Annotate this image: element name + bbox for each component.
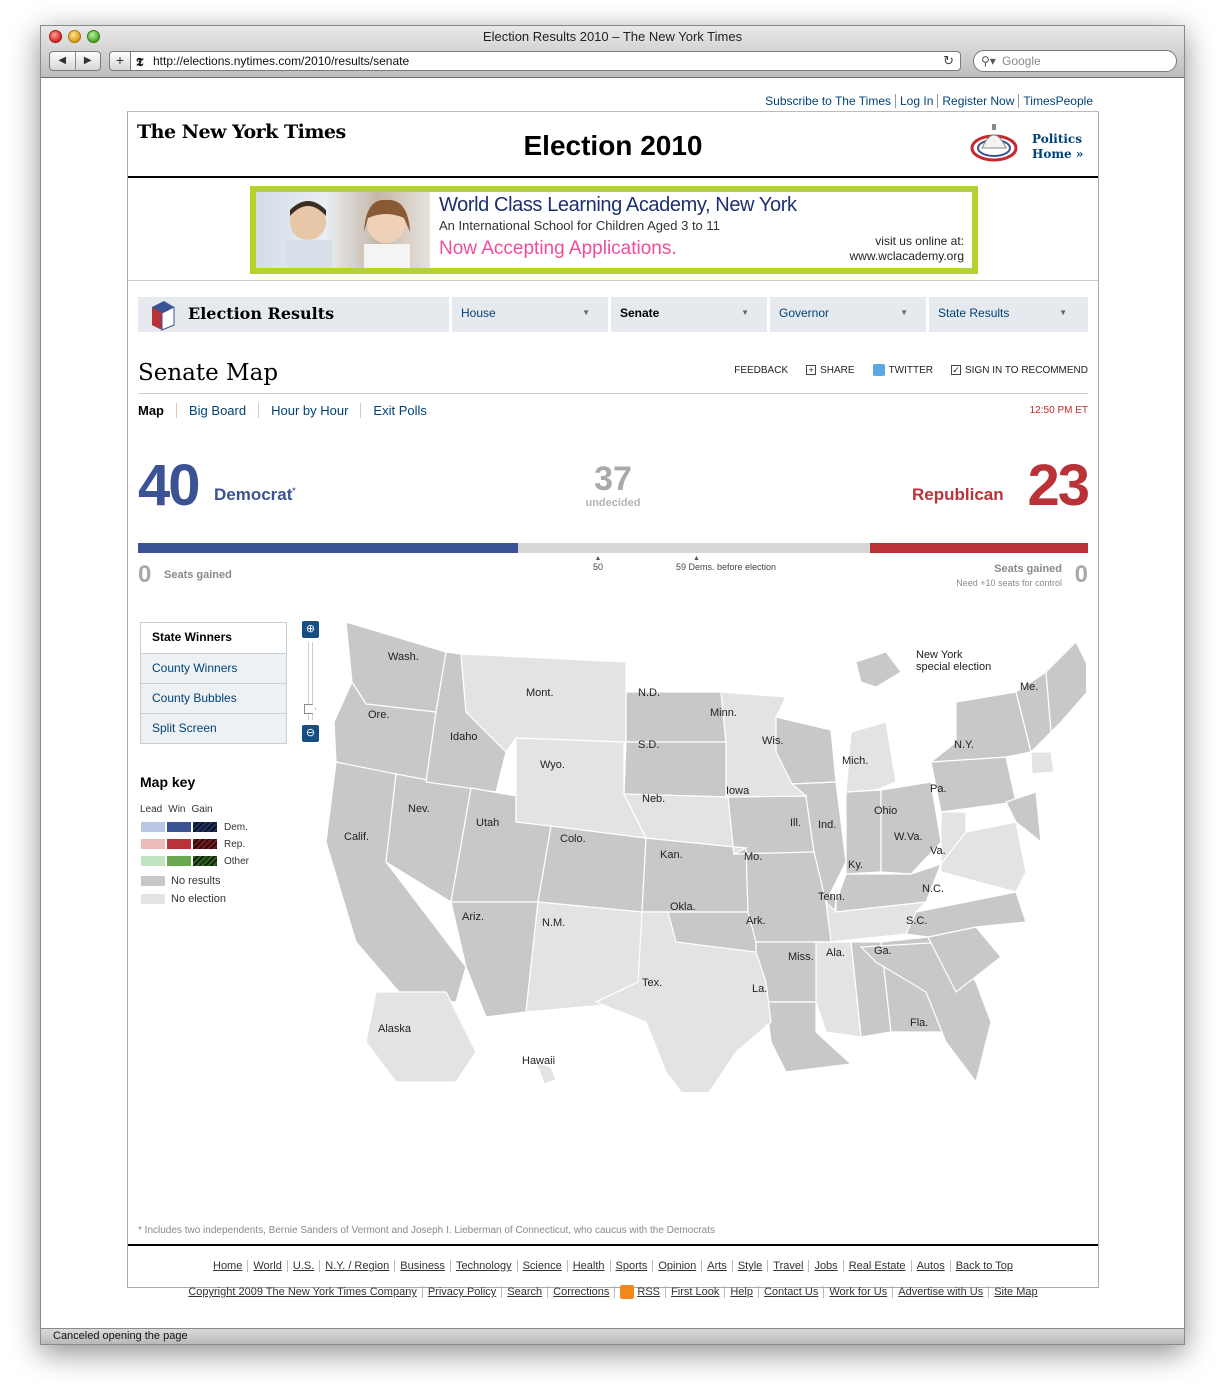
dem-key-label: Dem. [224,821,248,833]
view-county-winners[interactable]: County Winners [141,653,286,683]
rep-key-label: Rep. [224,838,246,850]
view-state-winners[interactable]: State Winners [141,623,286,653]
map-state-label: Tex. [642,977,663,989]
top-links [761,94,1097,108]
footer2-link[interactable]: Help [724,1286,758,1298]
register-link[interactable]: Register Now [937,94,1018,108]
ad-subline: An International School for Children Aged 3 to 11 [439,218,720,233]
no-election-label: No election [171,893,227,905]
window-title: Election Results 2010 – The New York Times [482,29,743,44]
status-bar: Canceled opening the page [41,1328,1184,1344]
address-bar[interactable] [131,51,961,71]
add-bookmark-button[interactable]: + [109,51,131,71]
ad-visit-url: www.wclacademy.org [849,249,964,263]
footer1-link[interactable]: Style [732,1260,767,1272]
map-key-no-results [141,875,221,887]
marker-arrow-icon: ▲ [693,555,700,562]
marker-50 [593,556,603,572]
share-plus-icon: + [806,365,816,375]
share-tools [734,364,1088,376]
footer1-link[interactable]: Technology [450,1260,517,1272]
subnav-hour-by-hour[interactable]: Hour by Hour [258,403,360,418]
map-key-title: Map key [140,774,196,790]
twitter-label: TWITTER [888,364,934,376]
footer2-link[interactable]: Work for Us [823,1286,892,1298]
rep-win-swatch [167,839,191,849]
map-state-label: W.Va. [894,831,923,843]
election-results-title[interactable]: Election Results [188,304,335,323]
timestamp: 12:50 PM ET [1029,405,1088,416]
map-state-label: Ind. [818,819,837,831]
map-state-label: Ga. [874,945,892,957]
state-de-ct [1031,752,1054,774]
title-bar [41,26,1184,78]
footer1-link[interactable]: U.S. [287,1260,319,1272]
map-state-label: Mont. [526,687,554,699]
search-field[interactable] [973,50,1177,72]
page-title: Election 2010 [523,130,703,161]
map-state-label: Neb. [642,793,666,805]
footer-nav-row2 [128,1285,1098,1299]
capitol-icon[interactable] [970,118,1018,162]
map-key-gain: Gain [191,804,213,815]
zoom-out-button[interactable]: ⊖ [302,725,319,742]
map-subnav [138,403,439,418]
map-state-label: N.M. [542,917,566,929]
ad-now-accepting: Now Accepting Applications. [439,238,677,259]
rep-seat-fill [870,543,1089,553]
map-state-label: Hawaii [522,1055,556,1067]
rep-lead-swatch [141,839,165,849]
footnote: * Includes two independents, Bernie Sanders of Vermont and Joseph I. Lieberman of Connecticut, who caucus with the Democrats [138,1225,715,1236]
feedback-link[interactable] [734,364,788,376]
footer-nav-row1 [128,1260,1098,1272]
map-state-label: La. [752,983,768,995]
chevron-down-icon: ▼ [1059,308,1067,317]
map-state-label: Utah [476,817,500,829]
map-state-label: Pa. [930,783,947,795]
undecided-label: undecided [585,497,641,509]
footer2-link[interactable]: Advertise with Us [892,1286,988,1298]
section-title: Senate Map [138,360,279,386]
page-frame [127,111,1099,1298]
twitter-link[interactable] [873,364,933,376]
dem-lead-swatch [141,822,165,832]
state-oh [881,782,941,874]
dem-label [214,485,296,505]
forward-arrow-icon[interactable]: ▶ [83,55,92,66]
map-state-label: Tenn. [818,891,845,903]
map-state-label: Wyo. [540,759,565,771]
tab-governor[interactable] [767,297,922,332]
map-state-label: S.D. [638,739,660,751]
map-state-label: N.D. [638,687,660,699]
map-state-label: Fla. [910,1017,929,1029]
footer2-link[interactable]: First Look [665,1286,724,1298]
dem-asterisk: * [292,486,296,496]
map-state-label: Alaska [378,1023,412,1035]
back-forward-buttons [49,51,101,71]
recommend-link[interactable] [951,364,1088,376]
rep-label: Republican [912,485,1004,504]
map-state-label: Wash. [388,651,419,663]
footer1-link[interactable]: Travel [767,1260,808,1272]
map-key-win: Win [168,804,186,815]
zoom-slider-thumb[interactable] [304,704,316,714]
map-state-label: Wis. [762,735,784,747]
ad-visit [850,234,964,264]
chevron-down-icon: ▼ [741,308,749,317]
map-key-other-row [141,856,249,866]
subnav-big-board[interactable]: Big Board [176,403,258,418]
chevron-down-icon: ▼ [582,308,590,317]
map-state-label: Ohio [874,805,898,817]
other-gain-swatch [193,856,217,866]
other-win-swatch [167,856,191,866]
ad-visit-line1: visit us online at: [875,234,964,248]
footer1-link[interactable]: Real Estate [843,1260,911,1272]
map-key-headers [140,804,213,815]
state-ak [366,992,476,1082]
ny-special-note-line1: New York [916,649,963,661]
dem-seats-gained-count: 0 [138,561,152,588]
state-ny-special [856,652,901,687]
map-state-label: Nev. [408,803,430,815]
footer2-link[interactable]: Privacy Policy [422,1286,501,1298]
dem-seat-fill [138,543,518,553]
footer1-link[interactable]: Jobs [808,1260,842,1272]
footer1-link[interactable]: N.Y. / Region [319,1260,394,1272]
footer1-link[interactable]: Business [394,1260,450,1272]
footer1-link[interactable]: World [247,1260,287,1272]
back-arrow-icon[interactable]: ◀ [50,52,76,70]
no-results-label: No results [171,875,221,887]
feedback-label: FEEDBACK [734,364,789,376]
dem-gain-swatch [193,822,217,832]
ny-special-note-line2: special election [916,661,992,673]
ad-zone [128,179,1098,281]
zoom-in-button[interactable]: ⊕ [302,621,319,638]
footer1-link[interactable]: Science [517,1260,567,1272]
other-lead-swatch [141,856,165,866]
footer2-link[interactable]: Search [501,1286,547,1298]
other-key-label: Other [224,855,250,867]
nyt-favicon-icon: 𝕿 [136,55,144,69]
chevron-down-icon: ▼ [900,308,908,317]
map-key-no-election [141,893,226,905]
dem-label-text: Democrat [214,485,293,504]
browser-window [40,25,1185,1345]
footer1-link[interactable]: Home [213,1260,243,1272]
ad-photo [256,192,430,268]
view-split-screen[interactable]: Split Screen [141,713,286,743]
map-state-label: N.C. [922,883,944,895]
tab-senate[interactable] [608,297,763,332]
marker-59 [676,556,776,572]
map-state-label: Ariz. [462,911,484,923]
politics-home-link[interactable] [1032,132,1083,162]
marker-59-label: 59 Dems. before election [676,562,777,572]
web-page [127,88,1099,1298]
map-view-selector [140,622,287,744]
tab-state-results-label: State Results [938,306,1010,320]
election-results-nav [138,297,1088,332]
dem-seats-gained-label: Seats gained [164,569,232,581]
map-state-label: Calif. [344,831,370,843]
state-co [538,826,646,912]
map-state-label: Kan. [660,849,683,861]
state-me [1046,642,1086,732]
map-state-label: Ill. [790,817,801,829]
twitter-icon [873,364,885,376]
rep-seats-gained-count: 0 [1074,561,1088,588]
tab-state-results[interactable] [926,297,1081,332]
tab-house[interactable] [449,297,604,332]
map-state-label: Idaho [450,731,478,743]
reload-icon[interactable]: ↻ [943,53,954,68]
home-label: Home » [1032,147,1084,161]
map-state-label: Ky. [848,859,864,871]
map-state-label: Mo. [744,851,763,863]
tab-senate-label: Senate [620,306,660,320]
view-county-bubbles[interactable]: County Bubbles [141,683,286,713]
map-state-label: Ore. [368,709,390,721]
election-results-logo-icon [150,299,176,331]
search-icon: ⚲▾ [981,54,996,68]
share-label: SHARE [820,364,855,376]
footer1-link[interactable]: Health [567,1260,610,1272]
rss-icon [620,1285,634,1299]
footer2-link[interactable]: Copyright 2009 The New York Times Company [188,1285,417,1298]
rep-seats-gained-label: Seats gained [994,563,1062,575]
map-state-label: Mich. [842,755,869,767]
rss-label: RSS [637,1285,661,1298]
subscribe-link[interactable]: Subscribe to The Times [765,94,891,108]
no-election-swatch [141,894,165,904]
ad-headline: World Class Learning Academy, New York [439,194,797,216]
map-state-label: N.Y. [954,739,974,751]
nyt-logo[interactable]: The New York Times [137,121,346,143]
map-key-dem-row [141,822,248,832]
children-photo-icon [256,192,430,268]
map-state-label: Iowa [726,785,750,797]
footer1-link[interactable]: Arts [701,1260,732,1272]
recommend-label: SIGN IN TO RECOMMEND [965,364,1088,376]
dem-win-swatch [167,822,191,832]
search-placeholder: Google [1002,54,1041,68]
map-state-label: S.C. [906,915,928,927]
map-state-label: Ala. [826,947,845,959]
banner-ad[interactable] [250,186,978,274]
seat-balance-bar [138,543,1088,553]
timespeople-link[interactable]: TimesPeople [1018,94,1097,108]
footer2-link[interactable]: Corrections [547,1286,614,1298]
marker-50-label: 50 [593,562,604,572]
marker-arrow-icon: ▲ [594,555,602,562]
footer1-link[interactable]: Sports [610,1260,653,1272]
undecided-count: 37 [594,460,632,498]
rep-control-note: Need +10 seats for control [956,578,1062,588]
us-senate-map[interactable] [316,612,1086,1092]
dem-seat-count: 40 [138,453,199,518]
footer1-link[interactable]: Autos [911,1260,950,1272]
map-state-label: Colo. [560,833,586,845]
footer2-link[interactable] [614,1286,665,1298]
tab-governor-label: Governor [779,306,830,320]
map-state-label: Me. [1020,681,1039,693]
footer1-link[interactable]: Back to Top [950,1260,1018,1272]
politics-label: Politics [1032,132,1082,146]
map-state-label: Va. [930,845,946,857]
share-link[interactable] [806,364,854,376]
map-state-label: Miss. [788,951,814,963]
footer1-link[interactable]: Opinion [652,1260,701,1272]
subnav-map[interactable]: Map [138,403,164,418]
rep-gain-swatch [193,839,217,849]
footer2-link[interactable]: Contact Us [758,1286,823,1298]
map-state-label: Minn. [710,707,737,719]
url-text: http://elections.nytimes.com/2010/results/senate [153,54,410,68]
section-divider [138,393,1088,394]
subnav-exit-polls[interactable]: Exit Polls [360,403,438,418]
login-link[interactable]: Log In [895,94,937,108]
footer2-link[interactable]: Site Map [988,1286,1042,1298]
state-ny [931,692,1031,762]
rep-seat-count: 23 [1027,453,1088,518]
map-state-label: Ark. [746,915,766,927]
map-state-label: Okla. [670,901,696,913]
map-key-lead: Lead [140,804,163,815]
no-results-swatch [141,876,165,886]
masthead [128,112,1098,178]
map-key-rep-row [141,839,245,849]
tab-house-label: House [461,306,496,320]
footer-divider [128,1244,1098,1246]
checkbox-icon: ✓ [952,365,960,375]
